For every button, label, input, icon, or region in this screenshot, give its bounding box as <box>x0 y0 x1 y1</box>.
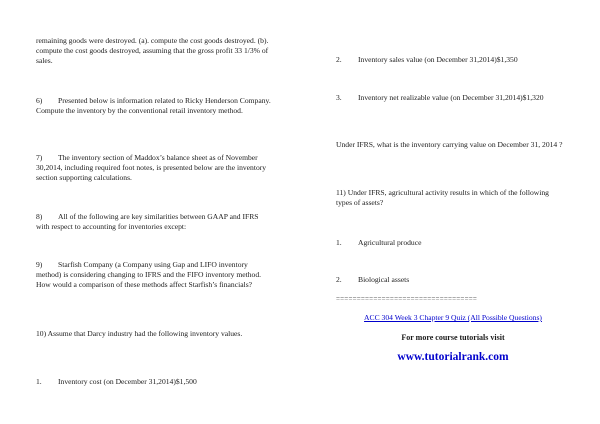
inventory-item-2-number: 2. <box>336 55 342 64</box>
question-11: 11) Under IFRS, agricultural activity results in which of the following types of assets? <box>336 188 549 207</box>
answer-option-1-number: 1. <box>336 238 342 247</box>
question-9-number: 9) <box>36 260 43 269</box>
ifrs-carrying-value-question: Under IFRS, what is the inventory carrying value on December 31, 2014 ? <box>336 140 563 149</box>
intro-paragraph: remaining goods were destroyed. (a). compute the cost goods destroyed. (b). compute the cost goods destroyed, assuming that the gross profit 33 1/3% of sales. <box>36 36 269 65</box>
answer-option-1-text: Agricultural produce <box>358 238 422 247</box>
answer-option-1 <box>336 238 564 248</box>
answer-option-2 <box>336 275 564 285</box>
question-7-number: 7) <box>36 153 43 162</box>
question-8 <box>36 212 272 232</box>
answer-option-2-number: 2. <box>336 275 342 284</box>
more-tutorials-text: For more course tutorials visit <box>401 333 505 342</box>
question-7-text: The inventory section of Maddox’s balance sheet as of November 30,2014, including required foot notes, is presented below are the inventory section supporting calculations. <box>36 153 267 182</box>
question-7 <box>36 153 272 183</box>
question-6 <box>36 96 272 116</box>
inventory-item-1 <box>36 377 272 387</box>
inventory-item-1-text: Inventory cost (on December 31,2014)$1,500 <box>58 377 197 386</box>
inventory-item-2-text: Inventory sales value (on December 31,2014)$1,350 <box>358 55 518 64</box>
inventory-item-2 <box>336 55 564 65</box>
question-9 <box>36 260 272 290</box>
question-6-text: Presented below is information related to Ricky Henderson Company. Compute the inventory by the conventional retail inventory method. <box>36 96 271 115</box>
question-10: 10) Assume that Darcy industry had the following inventory values. <box>36 329 243 338</box>
inventory-item-3-number: 3. <box>336 93 342 102</box>
answer-option-2-text: Biological assets <box>358 275 410 284</box>
question-8-text: All of the following are key similarities between GAAP and IFRS with respect to accounting for inventories except: <box>36 212 259 231</box>
separator-line: ================================== <box>336 295 478 303</box>
inventory-item-3 <box>336 93 564 103</box>
inventory-item-1-number: 1. <box>36 377 42 386</box>
inventory-item-3-text: Inventory net realizable value (on December 31,2014)$1,320 <box>358 93 544 102</box>
question-6-number: 6) <box>36 96 43 105</box>
website-link[interactable]: www.tutorialrank.com <box>397 351 509 363</box>
quiz-link[interactable]: ACC 304 Week 3 Chapter 9 Quiz (All Possible Questions) <box>364 313 542 322</box>
question-8-number: 8) <box>36 212 43 221</box>
question-9-text: Starfish Company (a Company using Gap and LIFO inventory method) is considering changing to IFRS and the FIFO inventory method. How would a comparison of these methods affect Starfish’s financials? <box>36 260 262 289</box>
